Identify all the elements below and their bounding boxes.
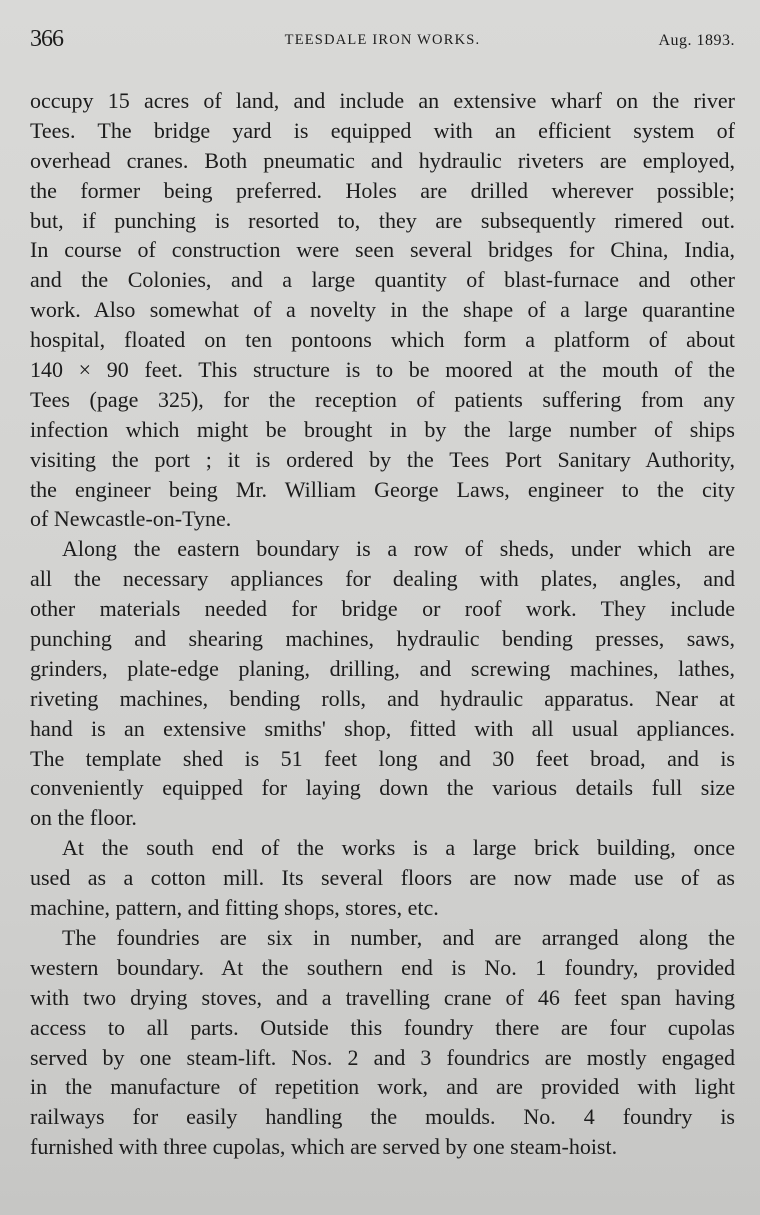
text-line xyxy=(30,385,735,415)
text-line xyxy=(30,983,735,1013)
text-line xyxy=(30,594,735,624)
text-line xyxy=(30,1043,735,1073)
line-text: occupy 15 acres of land, and include an extensive wharf on the river xyxy=(30,88,735,113)
text-line xyxy=(30,1102,735,1132)
line-text: with two drying stoves, and a travelling crane of 46 feet span having xyxy=(30,984,735,1010)
line-text: in the manufacture of repetition work, and are provided with light xyxy=(30,1074,735,1100)
line-text: all the necessary appliances for dealing with plates, angles, and xyxy=(30,566,735,592)
paragraph xyxy=(30,923,735,1162)
line-text: railways for easily handling the moulds. No. 4 foundry is xyxy=(30,1104,735,1130)
line-text: access to all parts. Outside this foundry there are four cupolas xyxy=(30,1014,735,1040)
text-line xyxy=(30,235,735,265)
line-text: hand is an extensive smiths' shop, fitted with all usual appliances. xyxy=(30,715,735,741)
line-text: work. Also somewhat of a novelty in the shape of a large quarantine xyxy=(30,297,735,323)
line-text: Tees (page 325), for the reception of patients suffering from any xyxy=(30,386,735,412)
line-text: but, if punching is resorted to, they are subsequently rimered out. xyxy=(30,207,735,233)
line-text: Along the eastern boundary is a row of sheds, under which are xyxy=(62,536,735,562)
text-line xyxy=(30,624,735,654)
text-line xyxy=(30,833,735,863)
line-text: served by one steam-lift. Nos. 2 and 3 foundrics are mostly engaged xyxy=(30,1044,735,1070)
line-text: visiting the port ; it is ordered by the Tees Port Sanitary Authority, xyxy=(30,446,735,472)
page-number: 366 xyxy=(30,26,63,52)
line-text: and the Colonies, and a large quantity of blast-furnace and other xyxy=(30,267,735,293)
text-line xyxy=(30,893,735,923)
text-line xyxy=(30,744,735,774)
text-line xyxy=(30,475,735,505)
text-line xyxy=(30,534,735,564)
text-line xyxy=(30,923,735,953)
line-text: of Newcastle-on-Tyne. xyxy=(30,506,232,532)
line-text: punching and shearing machines, hydraulic bending presses, saws, xyxy=(30,626,735,652)
line-text: infection which might be brought in by the large number of ships xyxy=(30,416,735,442)
text-line xyxy=(30,654,735,684)
text-line xyxy=(30,265,735,295)
line-text: the engineer being Mr. William George Laws, engineer to the city xyxy=(30,476,735,502)
text-line xyxy=(30,863,735,893)
text-line xyxy=(30,445,735,475)
text-line xyxy=(30,953,735,983)
text-line xyxy=(30,714,735,744)
line-text: At the south end of the works is a large brick building, once xyxy=(62,835,735,861)
paragraph xyxy=(30,833,735,923)
text-line xyxy=(30,206,735,236)
running-title: TEESDALE IRON WORKS. xyxy=(284,32,481,48)
line-text: The foundries are six in number, and are arranged along the xyxy=(62,924,735,950)
page-header xyxy=(30,26,735,56)
line-text: machine, pattern, and fitting shops, stores, etc. xyxy=(30,895,439,921)
text-line xyxy=(30,86,735,116)
line-text: riveting machines, bending rolls, and hydraulic apparatus. Near at xyxy=(30,685,735,711)
line-text: grinders, plate-edge planing, drilling, and screwing machines, lathes, xyxy=(30,655,735,681)
text-line xyxy=(30,116,735,146)
text-line xyxy=(30,415,735,445)
text-line xyxy=(30,176,735,206)
text-line xyxy=(30,146,735,176)
paragraph xyxy=(30,86,735,534)
text-line xyxy=(30,803,735,833)
line-text: on the floor. xyxy=(30,805,137,831)
text-line xyxy=(30,1072,735,1102)
line-text: The template shed is 51 feet long and 30 feet broad, and is xyxy=(30,745,735,771)
line-text: In course of construction were seen several bridges for China, India, xyxy=(30,237,735,263)
line-text: overhead cranes. Both pneumatic and hydraulic riveters are employed, xyxy=(30,147,735,173)
line-text: other materials needed for bridge or roof work. They include xyxy=(30,596,735,622)
issue-date: Aug. 1893. xyxy=(658,32,735,49)
paragraph xyxy=(30,534,735,833)
line-text: conveniently equipped for laying down the various details full size xyxy=(30,775,735,801)
page-body xyxy=(30,86,735,1162)
text-line xyxy=(30,564,735,594)
line-text: furnished with three cupolas, which are served by one steam-hoist. xyxy=(30,1134,618,1160)
line-text: 140 × 90 feet. This structure is to be moored at the mouth of the xyxy=(30,357,735,383)
text-line xyxy=(30,295,735,325)
line-text: hospital, floated on ten pontoons which form a platform of about xyxy=(30,327,735,353)
text-line xyxy=(30,355,735,385)
text-line xyxy=(30,325,735,355)
line-text: Tees. The bridge yard is equipped with an efficient system of xyxy=(30,117,735,143)
text-line xyxy=(30,684,735,714)
text-line xyxy=(30,1013,735,1043)
text-line xyxy=(30,773,735,803)
line-text: the former being preferred. Holes are drilled wherever possible; xyxy=(30,177,735,203)
line-text: western boundary. At the southern end is No. 1 foundry, provided xyxy=(30,954,735,980)
line-text: used as a cotton mill. Its several floors are now made use of as xyxy=(30,865,735,891)
text-line xyxy=(30,1132,735,1162)
text-line xyxy=(30,504,735,534)
